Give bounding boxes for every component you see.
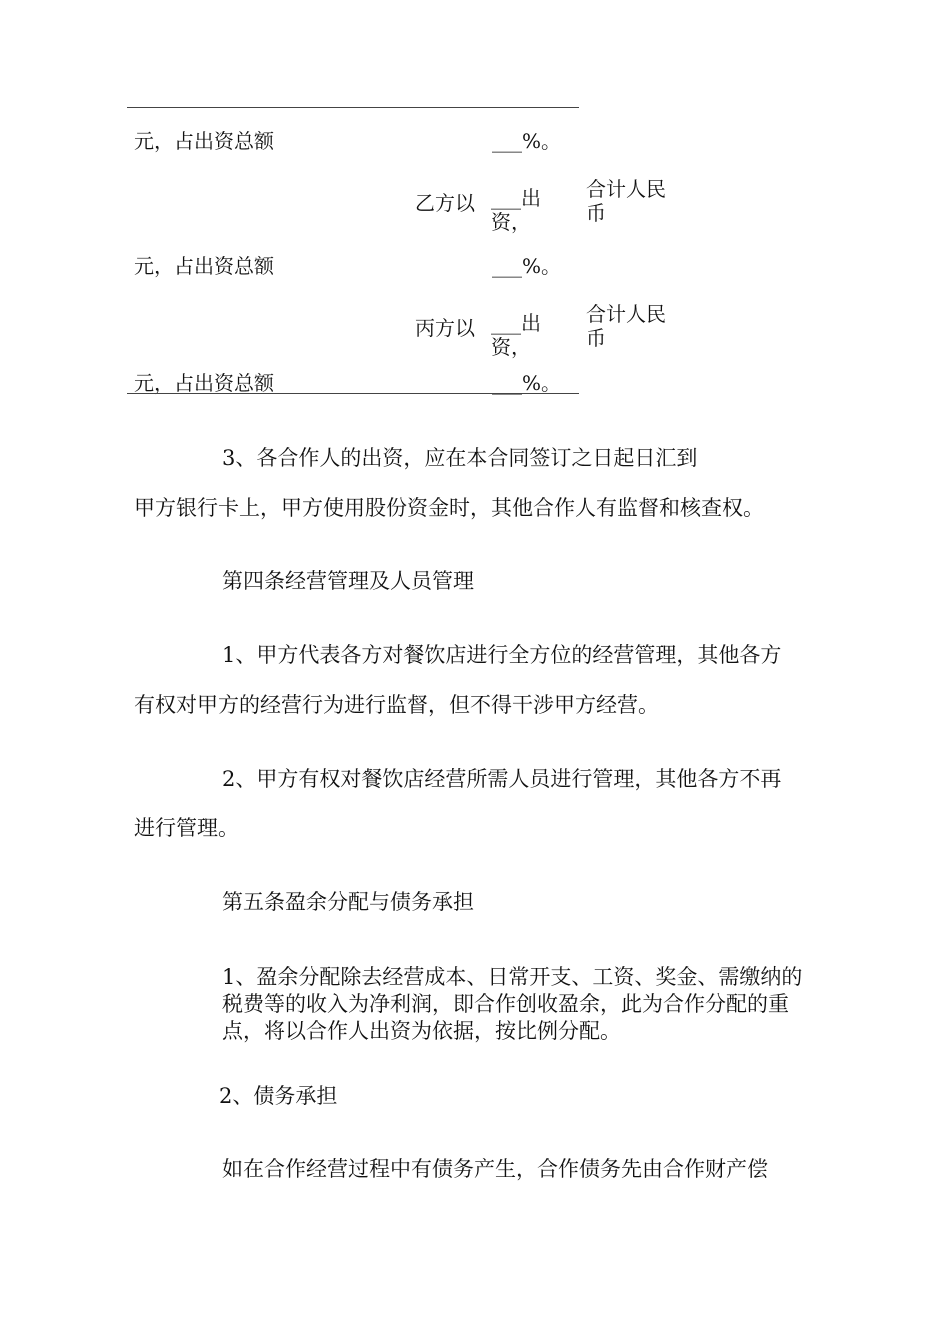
clause-3-line-2: 甲方银行卡上，甲方使用股份资金时，其他合作人有监督和核查权。 (134, 496, 764, 520)
row3-left-text: 元，占出资总额 (134, 254, 274, 278)
article-5-clause-2-heading: 2、债务承担 (219, 1084, 338, 1108)
row1-left-text: 元，占出资总额 (134, 129, 274, 153)
article-4-clause-1-line-1: 1、甲方代表各方对餐饮店进行全方位的经营管理，其他各方 (222, 643, 782, 667)
row2-contribution: ___出资， (491, 186, 541, 234)
article-4-heading: 第四条经营管理及人员管理 (222, 569, 474, 593)
row4-total-label: 合计人民币 (586, 302, 666, 350)
row5-left-text: 元，占出资总额 (134, 371, 274, 395)
article-4-clause-2-line-1: 2、甲方有权对餐饮店经营所需人员进行管理，其他各方不再 (222, 767, 782, 791)
clause-3-line-1: 3、各合作人的出资，应在本合同签订之日起日汇到 (222, 446, 698, 470)
row1-percent: ___%。 (492, 129, 562, 153)
article-4-clause-2-line-2: 进行管理。 (134, 816, 239, 840)
article-5-heading: 第五条盈余分配与债务承担 (222, 890, 474, 914)
row4-contribution: ___出资， (491, 311, 541, 359)
row3-percent: ___%。 (492, 254, 562, 278)
article-5-clause-2-line-1: 如在合作经营过程中有债务产生，合作债务先由合作财产偿 (222, 1157, 768, 1181)
article-4-clause-1-line-2: 有权对甲方的经营行为进行监督，但不得干涉甲方经营。 (134, 693, 659, 717)
table-bottom-rule (127, 393, 579, 394)
article-5-clause-1: 1、盈余分配除去经营成本、日常开支、工资、奖金、需缴纳的税费等的收入为净利润，即合作创收盈余，此为合作分配的重点，将以合作人出资为依据，按比例分配。 (222, 965, 803, 1043)
row2-party-label: 乙方以 (415, 191, 475, 215)
table-top-rule (127, 107, 579, 108)
row4-party-label: 丙方以 (415, 316, 475, 340)
row2-total-label: 合计人民币 (586, 177, 666, 225)
row5-percent: ___%。 (492, 371, 562, 395)
